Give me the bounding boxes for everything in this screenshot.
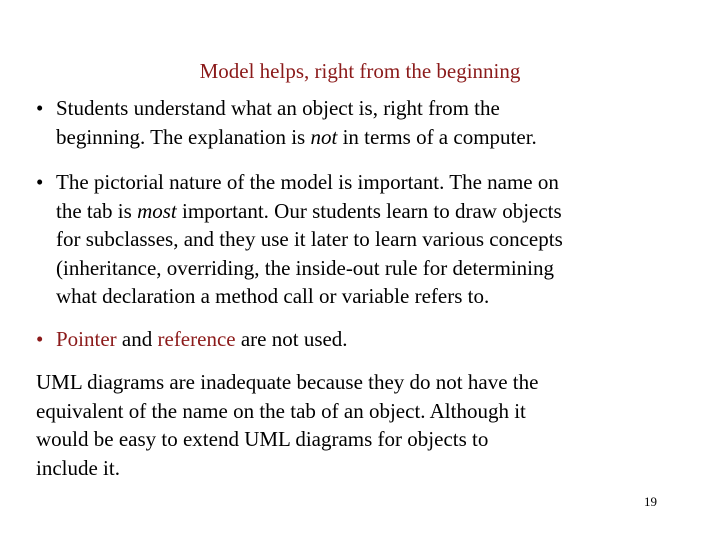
bullet-1-line-2: beginning. The explanation is not in terms of a computer. [56,124,537,149]
bullet-3 [36,325,676,354]
bullet-2-line-2: the tab is most important. Our students learn to draw objects [56,198,562,223]
uml-paragraph [36,368,676,482]
bullet-2-line-5: what declaration a method call or variable refers to. [56,284,490,309]
bullet-1-line-1: Students understand what an object is, right from the [56,96,500,120]
term-reference: reference [157,327,236,351]
emphasis-most: most [137,198,177,223]
bullet-2 [36,168,676,311]
slide-title: Model helps, right from the beginning [199,59,521,83]
bullet-2-text [36,168,676,311]
bullet-1-text [36,94,676,151]
bullet-dot: • [36,327,44,351]
bullet-2-line-4: (inheritance, overriding, the inside-out rule for determining [56,255,555,280]
uml-line-2: equivalent of the name on the tab of an object. Although it [36,398,526,423]
bullet-1 [36,94,676,151]
bullet-2-line-1: The pictorial nature of the model is important. The name on [56,170,559,194]
term-pointer: Pointer [56,327,117,351]
bullet-dot: • [36,170,44,194]
slide-number: 19 [644,494,657,509]
bullet-dot: • [36,96,44,120]
uml-line-1: UML diagrams are inadequate because they do not have the [36,370,539,394]
uml-line-4: include it. [36,455,120,480]
uml-line-3: would be easy to extend UML diagrams for objects to [36,427,489,452]
bullet-3-text: • Pointer and reference are not used. [36,325,676,354]
bullet-2-line-3: for subclasses, and they use it later to learn various concepts [56,227,563,252]
emphasis-not: not [310,124,338,149]
